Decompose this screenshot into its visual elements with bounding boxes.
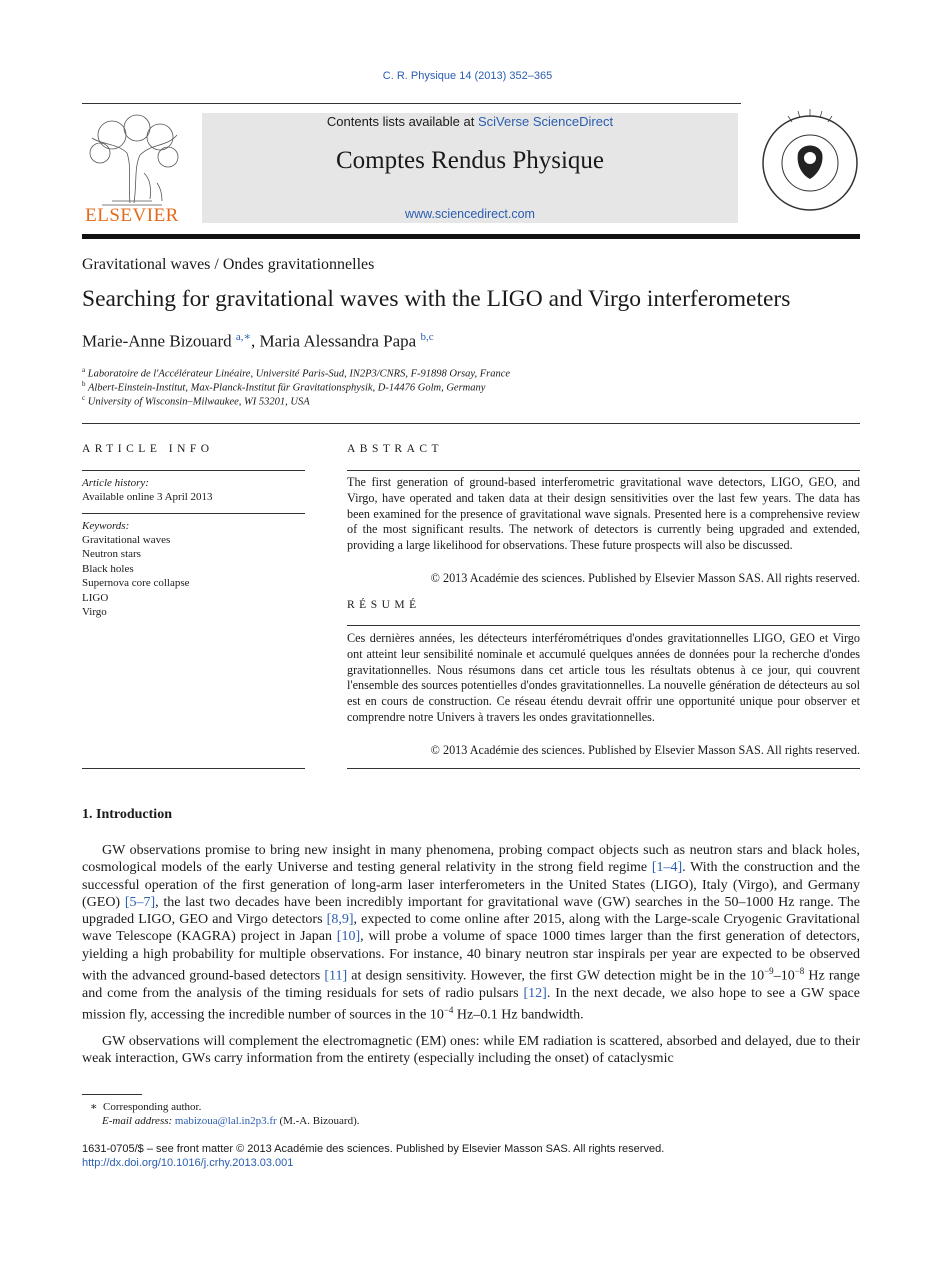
exponent: −4 — [443, 1005, 454, 1016]
citation-link[interactable]: [11] — [324, 968, 348, 984]
keywords-label: Keywords: — [82, 520, 130, 532]
paragraph-text: at design sensitivity. However, the first GW detection might be in the 10 — [347, 968, 765, 984]
exponent: −9 — [764, 966, 774, 977]
affiliation — [82, 380, 485, 394]
keyword: Black holes — [82, 562, 134, 575]
footnote-rule — [82, 1094, 142, 1095]
issn-line: 1631-0705/$ – see front matter © 2013 Académie des sciences. Published by Elsevier Masson SAS. All rights reserved. — [82, 1143, 665, 1155]
affiliation — [82, 366, 510, 380]
doi-link[interactable]: http://dx.doi.org/10.1016/j.crhy.2013.03.001 — [82, 1157, 294, 1169]
contents-prefix: Contents lists available at — [326, 114, 478, 129]
footnote-mark: ∗ — [90, 1101, 98, 1113]
abstract-heading: ABSTRACT — [347, 443, 444, 455]
paragraph-text: –10 — [773, 968, 795, 984]
journal-url-link[interactable]: www.sciencedirect.com — [405, 207, 535, 221]
exponent: −8 — [794, 966, 805, 977]
history-value: Available online 3 April 2013 — [82, 491, 213, 503]
resume-rule — [347, 768, 860, 769]
resume-rule — [347, 625, 860, 626]
resume-heading: RÉSUMÉ — [347, 599, 421, 611]
article-info-rule — [82, 768, 305, 769]
section-rule — [82, 423, 860, 424]
affiliation-text: Albert-Einstein-Institut, Max-Planck-Institut für Gravitationsphysik, D-14476 Golm, Germany — [87, 382, 486, 394]
citation-link[interactable]: [12] — [523, 986, 547, 1002]
paragraph-text: . With the construction and the successful operation of the first generation of long-arm laser interferometers in the United States (LIGO), Italy (Virgo), and Germany (GEO) — [82, 860, 860, 910]
elsevier-wordmark: ELSEVIER — [85, 205, 179, 226]
affiliation-mark: b — [82, 380, 86, 388]
header-thick-rule — [82, 234, 860, 239]
article-info-heading: ARTICLE INFO — [82, 443, 214, 455]
paragraph-text: Hz range and come from the analysis of the timing residuals for sets of radio pulsars — [82, 968, 860, 1002]
email-link[interactable]: mabizoua@lal.in2p3.fr — [174, 1115, 277, 1127]
paragraph-text: , will probe a volume of space 1000 times larger than the first generation of detectors, yielding a high probability for multiple observations. For instance, 40 binary neutron star inspirals per year are expected to be observed with the advanced ground-based detectors — [82, 929, 860, 984]
article-info-rule — [82, 470, 305, 471]
history-label: Article history: — [82, 477, 149, 489]
paragraph-text: , expected to come online after 2015, along with the Large-scale Cryogenic Gravitational wave Telescope (KAGRA) project in Japan — [82, 912, 860, 945]
footnote-corresponding — [82, 1100, 201, 1113]
section-heading: 1. Introduction — [82, 807, 172, 822]
footnote-text: Corresponding author. — [102, 1101, 202, 1113]
article-title: Searching for gravitational waves with the LIGO and Virgo interferometers — [82, 286, 791, 312]
citation-link[interactable]: [1–4] — [651, 860, 683, 876]
author-name: Marie-Anne Bizouard — [82, 331, 232, 351]
paragraph-text: . In the next decade, we also hope to see a GW space mission fly, accessing the incredible number of sources in the 10 — [82, 986, 860, 1023]
affiliation-text: University of Wisconsin–Milwaukee, WI 53201, USA — [87, 396, 310, 408]
resume-copyright: © 2013 Académie des sciences. Published by Elsevier Masson SAS. All rights reserved. — [430, 743, 860, 757]
resume-text: Ces dernières années, les détecteurs interférométriques d'ondes gravitationnelles LIGO, GEO et Virgo ont atteint leur sensibilité nominale et accumulé quelques années de données pour la recherche d'ondes gravitationnelles. Nous résumons dans cet article tous les résultats obtenus à ce jour, qui couvrent l'ensemble des sources potentielles d'ondes gravitationnelles. La nouvelle génération de détecteurs au sol est en cours de construction. Ce réseau étendu devrait offrir une opportunité unique pour observer et comprendre notre Univers à travers les ondes gravitationnelles. — [347, 631, 860, 724]
email-label: E-mail address: — [102, 1115, 175, 1127]
keyword: Neutron stars — [82, 548, 141, 561]
journal-title: Comptes Rendus Physique — [335, 147, 605, 174]
keyword: Virgo — [82, 606, 107, 619]
keywords-list — [82, 533, 190, 619]
intro-paragraph — [82, 842, 860, 1024]
paragraph-text: , the last two decades have been incredibly important for gravitational wave (GW) searches in the 50–1000 Hz range. The upgraded LIGO, GEO and Virgo detectors — [82, 894, 860, 928]
author-separator: , — [251, 331, 260, 351]
author-list — [82, 330, 434, 352]
abstract-rule — [347, 470, 860, 471]
email-suffix: (M.-A. Bizouard). — [276, 1115, 360, 1127]
affiliation-mark: a — [82, 366, 86, 374]
citation-link[interactable]: [5–7] — [124, 894, 156, 910]
sciencedirect-link[interactable]: SciVerse ScienceDirect — [477, 114, 614, 129]
affiliation — [82, 394, 310, 408]
citation-link[interactable]: [8,9] — [326, 912, 354, 928]
keyword: LIGO — [82, 591, 109, 604]
journal-citation[interactable]: C. R. Physique 14 (2013) 352–365 — [382, 70, 553, 82]
intro-paragraph: GW observations will complement the electromagnetic (EM) ones: while EM radiation is scattered, absorbed and delayed, due to their weak interaction, GWs carry information from the entirety (especially including the onset) of cataclysmic — [82, 1034, 860, 1067]
abstract-text: The first generation of ground-based interferometric gravitational wave detectors, LIGO, GEO, and Virgo, have operated and taken data at their design sensitivities over the last few years. The data has been examined for the presence of gravitational wave signals. Presented here is a comprehensive review of the most significant results. The network of detectors is currently being upgraded and extended, providing a large likelihood for observations. These future prospects will also be discussed. — [347, 475, 860, 553]
contents-availability — [202, 114, 738, 129]
header-rule — [82, 103, 741, 104]
academie-seal-logo — [758, 103, 862, 221]
citation-link[interactable]: [10] — [336, 929, 361, 945]
article-category: Gravitational waves / Ondes gravitationnelles — [82, 256, 375, 273]
author-affiliation-mark[interactable]: a,∗ — [235, 331, 251, 343]
footnote-email — [82, 1115, 360, 1127]
abstract-copyright: © 2013 Académie des sciences. Published by Elsevier Masson SAS. All rights reserved. — [430, 571, 860, 585]
paragraph-text: Hz–0.1 Hz bandwidth. — [453, 1007, 584, 1023]
keyword: Supernova core collapse — [82, 577, 190, 590]
affiliation-mark: c — [82, 394, 86, 402]
article-info-rule — [82, 513, 305, 514]
author-name: Maria Alessandra Papa — [259, 331, 417, 351]
paragraph-text: GW observations promise to bring new insight in many phenomena, probing compact objects such as neutron stars and black holes, cosmological models of the early Universe and testing general relativity in the strong field regime — [82, 843, 860, 876]
author-affiliation-mark[interactable]: b,c — [420, 331, 434, 343]
keyword: Gravitational waves — [82, 534, 171, 546]
affiliation-text: Laboratoire de l'Accélérateur Linéaire, Université Paris-Sud, IN2P3/CNRS, F-91898 Orsay, France — [87, 368, 511, 380]
